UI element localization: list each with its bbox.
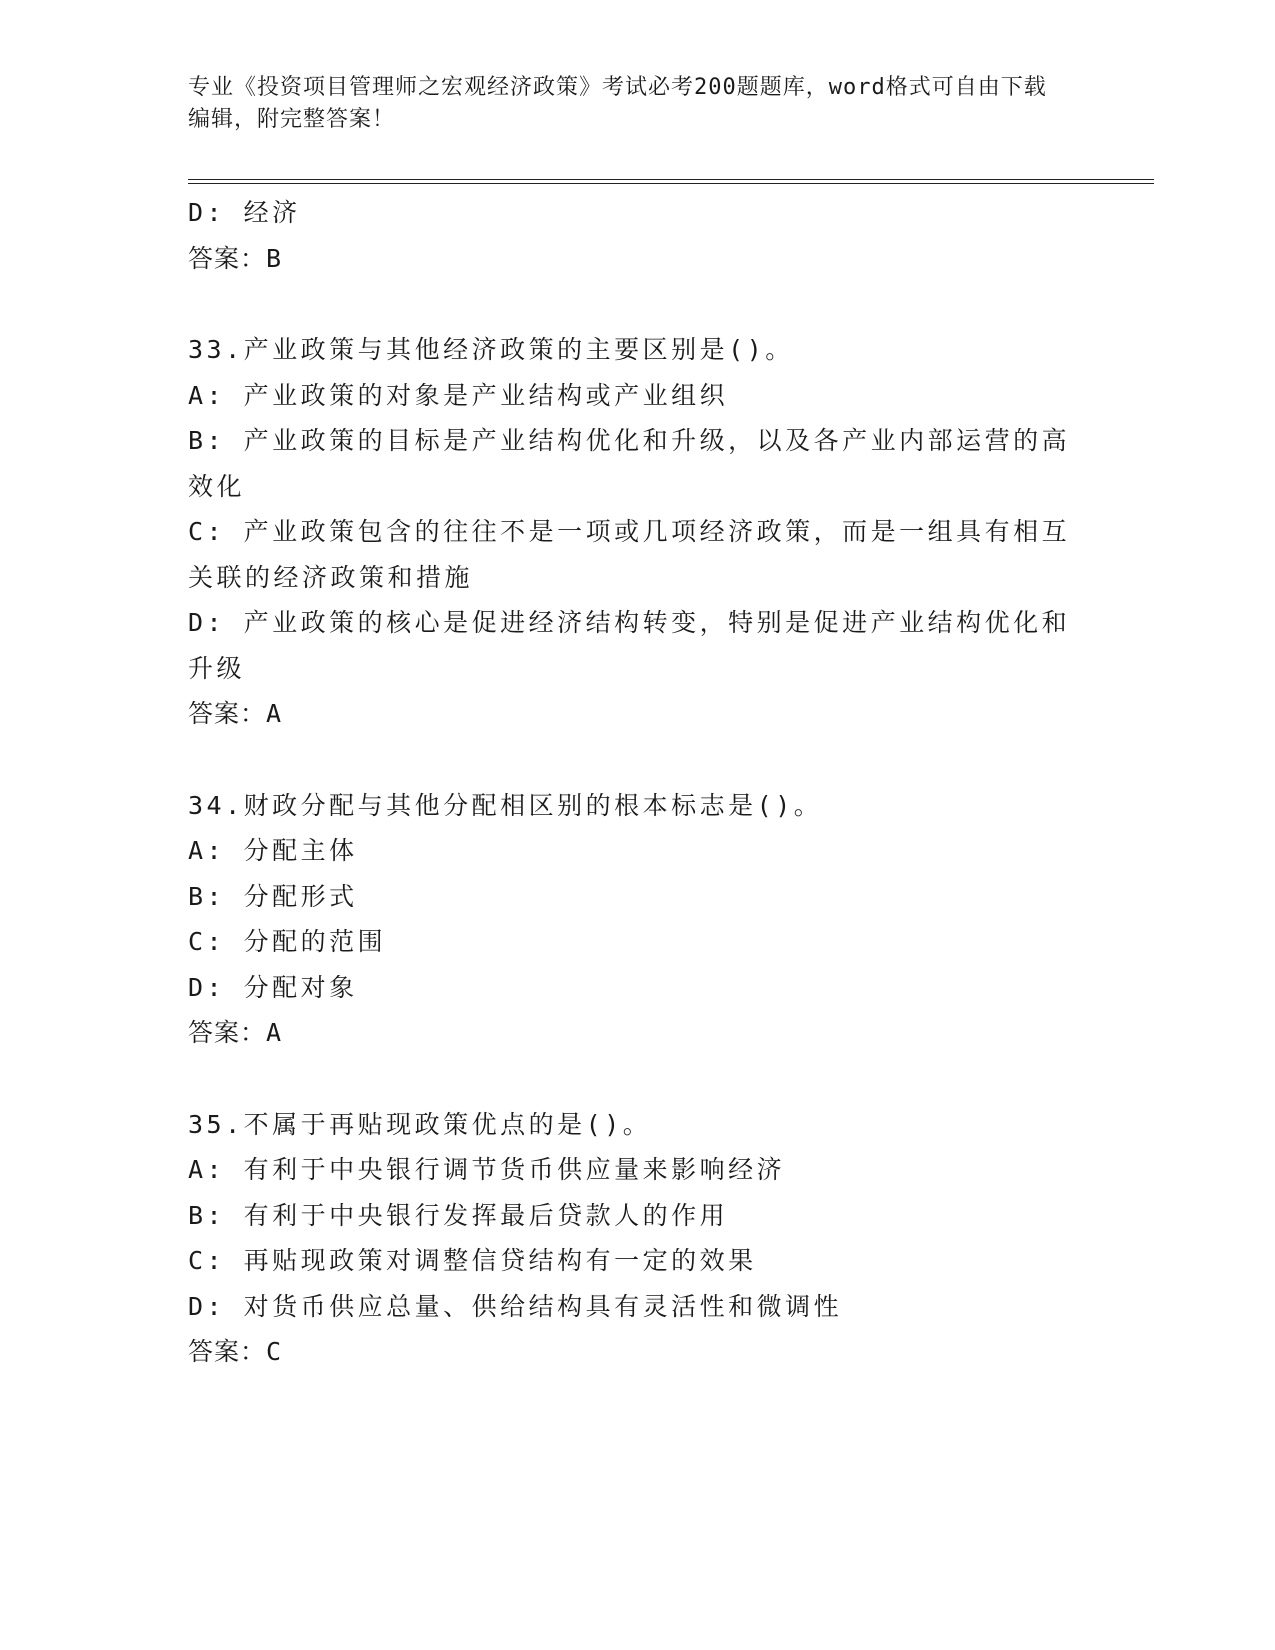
option-d: D: 对货币供应总量、供给结构具有灵活性和微调性 [188,1291,843,1321]
option-c: C: 分配的范围 [188,927,387,956]
header-divider-top [188,179,1154,180]
answer-value: B [266,243,283,273]
answer-label: 答案： [188,1018,267,1047]
page-header-title: 专业《投资项目管理师之宏观经济政策》考试必考200题题库，word格式可自由下载编辑，附完整答案！ [188,75,1047,132]
answer-value: A [266,699,283,728]
answer-label: 答案： [188,243,267,273]
question-stem: 33.产业政策与其他经济政策的主要区别是()。 [188,335,794,364]
question-content [188,190,1088,1375]
answer-label: 答案： [188,699,267,728]
question-34 [188,783,1088,1056]
option-a: A: 分配主体 [188,836,358,865]
question-stem: 34.财政分配与其他分配相区别的根本标志是()。 [188,790,823,820]
question-answer [188,691,1088,737]
question-33 [188,327,1088,737]
option-b: B: 分配形式 [188,881,358,911]
prev-question-answer [188,236,1088,282]
option-d: D: 分配对象 [188,972,358,1002]
option-d: D: 产业政策的核心是促进经济结构转变，特别是促进产业结构优化和升级 [188,608,1071,683]
answer-label: 答案： [188,1337,267,1366]
option-b: B: 产业政策的目标是产业结构优化和升级，以及各产业内部运营的高效化 [188,426,1071,501]
prev-question-option-d: D: 经济 [188,198,301,227]
question-answer [188,1010,1088,1056]
question-stem: 35.不属于再贴现政策优点的是()。 [188,1109,652,1139]
question-35 [188,1102,1088,1375]
answer-value: A [266,1018,283,1047]
option-c: C: 产业政策包含的往往不是一项或几项经济政策，而是一组具有相互关联的经济政策和措施 [188,517,1071,592]
answer-value: C [266,1337,283,1366]
option-a: A: 有利于中央银行调节货币供应量来影响经济 [188,1155,786,1184]
option-b: B: 有利于中央银行发挥最后贷款人的作用 [188,1200,729,1230]
option-c: C: 再贴现政策对调整信贷结构有一定的效果 [188,1246,757,1275]
header-divider-bottom [188,183,1154,184]
question-answer [188,1329,1088,1375]
option-a: A: 产业政策的对象是产业结构或产业组织 [188,380,729,410]
